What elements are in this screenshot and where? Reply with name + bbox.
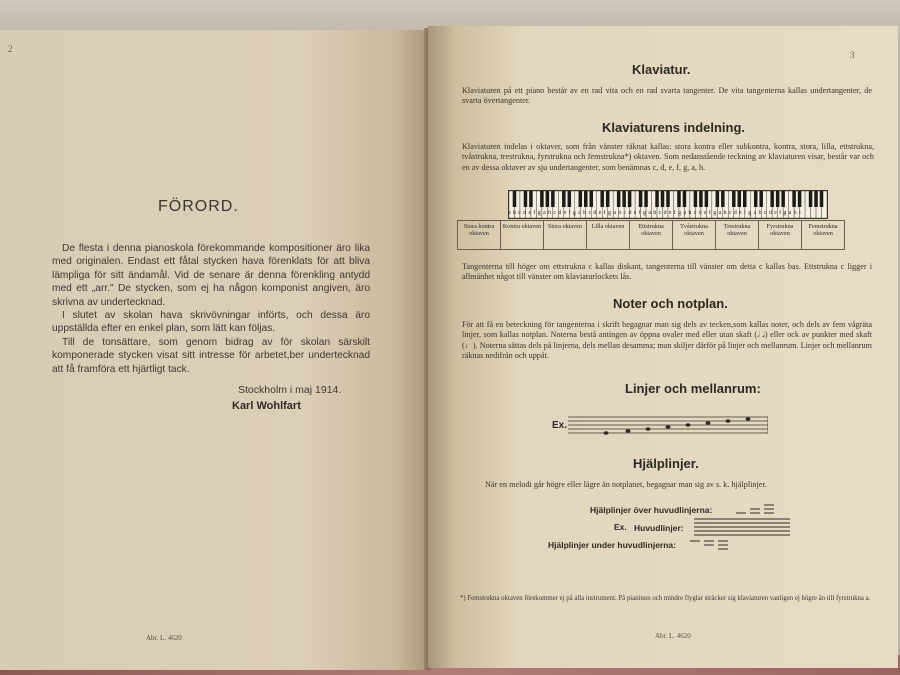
black-key [540, 191, 544, 207]
heading-hjalplinjer: Hjälplinjer. [633, 456, 699, 471]
black-key [754, 191, 758, 207]
page-number-left: 2 [8, 44, 13, 54]
place-date: Stockholm i maj 1914. [238, 384, 342, 396]
ledger-lines-diagram [690, 503, 790, 560]
black-key [677, 191, 681, 207]
heading-klaviatur: Klaviatur. [632, 62, 691, 77]
black-key [781, 191, 785, 207]
black-key [551, 191, 555, 207]
black-key [622, 191, 626, 207]
forord-paragraph: I slutet av skolan hava skrivövningar införts, och dessa äro uppställda efter en enkel plan, som lätt kan följas. [52, 310, 370, 335]
ex-label-huvud: Ex. [614, 522, 627, 532]
octave-label: Lilla oktaven [587, 221, 630, 249]
text-noter: För att få en beteckning för tangenterna i skrift begagnar man sig dels av tecken,som kallas noter, och dels av fem vågräta linjer, som kallas notplan. Noterna bestå antingen av öppna ovaler med eller utan skaft (𝅗𝅥 𝅘𝅥) eller ock av punkter med skaft (♩). Noterna sättas dels på linjerna, dels mellan desamma; man skiljer därför på linjer och mellanrum. Linjer och mellanrum räknas nedifrån och uppåt. [462, 320, 872, 361]
ledger-lines [690, 503, 790, 555]
black-key [584, 191, 588, 207]
black-key [524, 191, 528, 207]
octave-label: Femstrukna oktaven [808, 223, 838, 237]
black-key [644, 191, 648, 207]
heading-indelning: Klaviaturens indelning. [602, 120, 746, 135]
black-key [776, 191, 780, 207]
black-key [814, 191, 818, 207]
black-key [589, 191, 593, 207]
black-key [546, 191, 550, 207]
black-key [683, 191, 687, 207]
black-key [732, 191, 736, 207]
octave-label: Fyrstrukna oktaven [759, 221, 802, 249]
black-key [568, 191, 572, 207]
black-key [606, 191, 610, 207]
black-key [513, 191, 517, 207]
black-key [705, 191, 709, 207]
label-huvud: Huvudlinjer: [634, 523, 684, 533]
black-key [743, 191, 747, 207]
page-title-forord: FÖRORD. [158, 198, 239, 215]
black-key [820, 191, 824, 207]
page-number-right: 3 [850, 50, 855, 60]
octave-label: Stora oktaven [544, 221, 587, 249]
footnote: *) Femstrukna oktaven förekommer ej på alla instrument. På pianinon och mindre flyglar sträcker sig klaviaturen vanligen ej högre än till fyrstrukna a. [460, 595, 871, 602]
black-key [579, 191, 583, 207]
text-hjalplinjer: När en melodi går högre eller lägre än notplanet, begagnar man sig av s. k. hjälplinjer. [485, 480, 767, 489]
black-key [529, 191, 533, 207]
forord-paragraph: Till de tonsättare, som genom bidrag av för skolan särskilt komponerade stycken visat sitt intresse för arbetet,ber undertecknad att få framföra ett hjärtligt tack. [52, 336, 370, 375]
black-key [661, 191, 665, 207]
black-key [694, 191, 698, 207]
black-key [798, 191, 802, 207]
label-under: Hjälplinjer under huvudlinjerna: [548, 540, 676, 550]
label-over: Hjälplinjer över huvudlinjerna: [590, 505, 713, 515]
black-key [639, 191, 643, 207]
black-key [666, 191, 670, 207]
black-key [617, 191, 621, 207]
black-key [716, 191, 720, 207]
black-key [809, 191, 813, 207]
octave-label: Stora kontra oktaven [458, 221, 501, 249]
text-diskant: Tangenterna till höger om ettstrukna c kallas diskant, tangenterna till vänster om detta c kallas bas. Ettstrukna c ligger i allmänhet något till vänster om klaviaturlockets lås. [462, 262, 872, 282]
octave-label: Tvåstrukna oktaven [673, 221, 716, 249]
black-key [770, 191, 774, 207]
black-key [759, 191, 763, 207]
octave-label: Kontra oktaven [501, 221, 544, 249]
octave-label: Ettstrukna oktaven [630, 221, 673, 249]
heading-noter: Noter och notplan. [613, 296, 728, 311]
catalog-number-left: Abr. L. 4620 [146, 634, 182, 642]
staff-lines [568, 415, 768, 437]
catalog-number-right: Abr. L. 4620 [655, 632, 691, 640]
octave-labels [457, 220, 845, 250]
octave-label: Trestrukna oktaven [716, 221, 759, 249]
black-key [699, 191, 703, 207]
black-key [655, 191, 659, 207]
text-klaviatur: Klaviaturen på ett piano består av en rad vita och en rad svarta tangenter. De vita tangenterna kallas undertangenter, de svarta övertangenter. [462, 86, 872, 106]
black-key [628, 191, 632, 207]
key-letters: a h c d e f g a h c d e f g a h c d e f g a h c d e f g a h c d e f g a h c d e f g a h c d e f g a h c d e f g a h c [508, 210, 803, 216]
black-key [600, 191, 604, 207]
black-key [562, 191, 566, 207]
staff-example [568, 415, 768, 435]
forord-text [52, 242, 370, 376]
forord-paragraph: De flesta i denna pianoskola förekommande kompositioner äro lika med originalen. Endast ett fåtal stycken hava förenklats för att bliva lämpliga för sitt ändamål. Vid de senare är denna förenkling antydd med ett „arr." De stycken, som ej ha någon komponist angiven, äro skrivna av undertecknad. [52, 243, 370, 308]
black-key [721, 191, 725, 207]
ex-label: Ex. [552, 420, 568, 431]
black-key [738, 191, 742, 207]
text-indelning: Klaviaturen indelas i oktaver, som från vänster räknat kallas: stora kontra eller subkontra, kontra, stora, lilla, ettstrukna, tvåstrukna, trestrukna, fyrstrukna och femstrukna*) oktaven. Som nedanstående teckning av klaviaturen visar, består var och en av dessa oktaver av sju undertangenter, som benämnas c, d, e, f, g, a, h. [462, 142, 874, 172]
heading-linjer: Linjer och mellanrum: [625, 381, 761, 396]
black-key [792, 191, 796, 207]
author-signature: Karl Wohlfart [232, 400, 301, 412]
